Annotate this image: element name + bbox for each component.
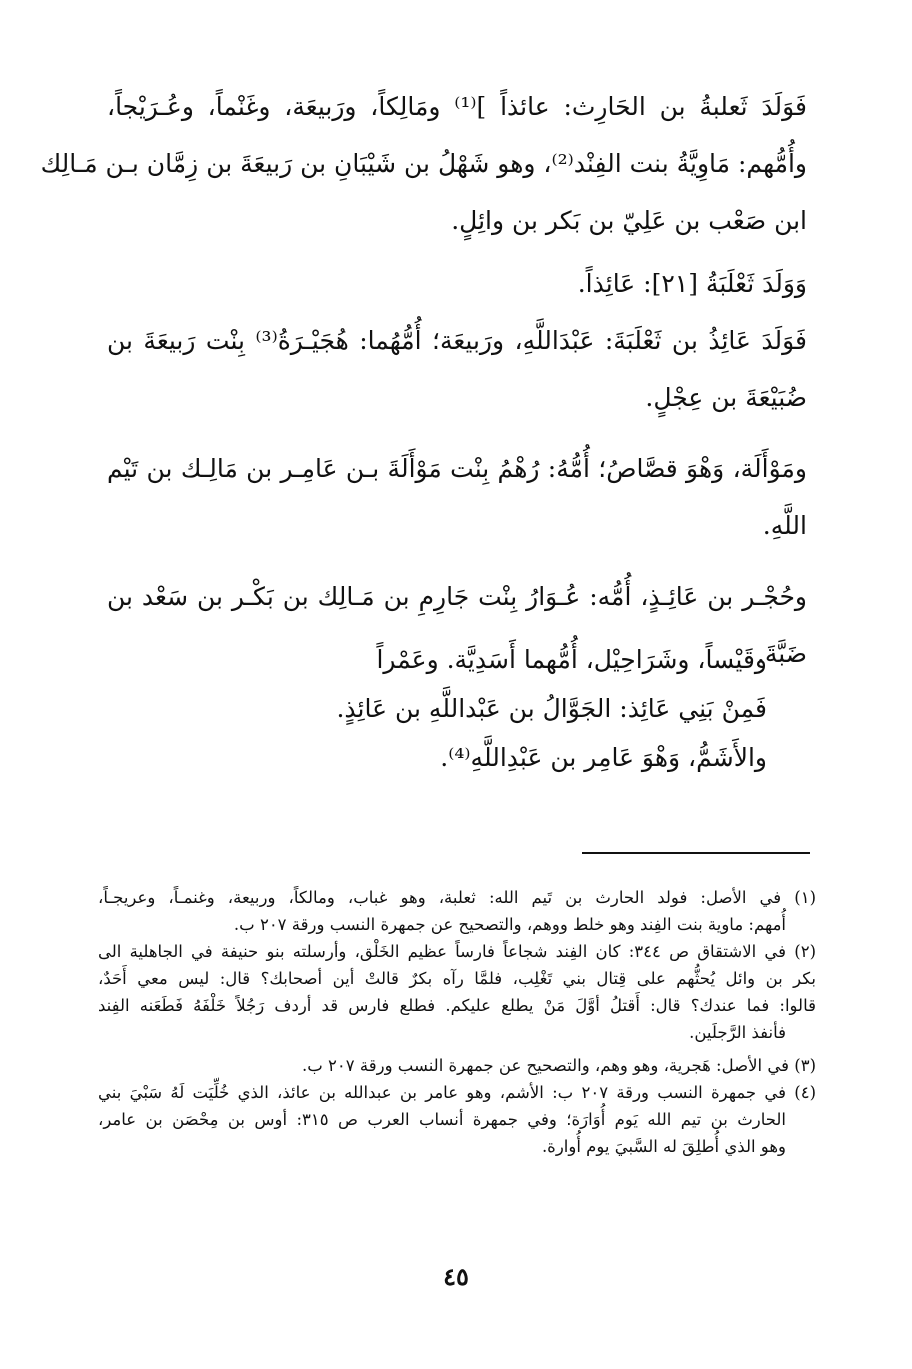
main-line: فَوَلَدَ ثَعلبةُ بن الحَارِث: عائذاً ]⁽¹⁾ ومَالِكاً، ورَبيعَة، وغَنْماً، وعُـرَيْجاً، [107,92,807,121]
footnote-3 [98,1052,816,1079]
poem-block [327,635,767,782]
footnote-line: (٤) في جمهرة النسب ورقة ٢٠٧ ب: الأشم، وهو عامر بن عبدالله بن عائذ، الذي خُلِّيَت لَهُ سَبْيَ بني [98,1083,817,1102]
footnote-2 [98,938,816,1046]
footnote-line: الحارث بن تيم الله يَوم أُوَارَة؛ وفي جمهرة أنساب العرب ص ٣١٥: أوس بن مِحْصَن بن عامر، [98,1110,786,1129]
main-line: ضُبَيْعَةَ بن عِجْلٍ. [645,383,807,412]
main-line: ضَبَّةَ. [756,639,807,668]
poem-line: وقَيْساً، وشَرَاحِيْل، أُمُّهما أَسَدِيَّة. وعَمْراً [376,645,767,674]
footnote-line: قالوا: فما عندك؟ قال: أَقتلُ أوَّلَ مَنْ يطلع عليكم. فطلع فارس قد أردف رَجُلاً خَلْفَهُ فَطَعَنه الفِند [98,996,816,1015]
main-line: وَوَلَدَ ثَعْلَبَةُ [٢١]: عَائِذاً. [577,269,807,298]
main-line: ومَوْأَلَة، وَهْوَ قصَّاصُ؛ أُمُّهُ: رُهْمُ بِنْت مَوْأَلَةَ بـن عَامِـر بن مَالِـك بن تَيْم [107,454,807,483]
poem-line: فَمِنْ بَنِي عَائِذ: الجَوَّالُ بن عَبْداللَّهِ بن عَائِذٍ. [336,694,767,723]
footnote-separator [582,852,810,854]
footnote-4 [98,1079,816,1160]
main-line: اللَّهِ. [762,511,807,540]
footnote-line: (٣) في الأصل: هَجرية، وهو وهم، والتصحيح عن جمهرة النسب ورقة ٢٠٧ ب. [302,1056,816,1075]
main-line: وأُمُّهم: مَاوِيَّةُ بنت الفِنْد⁽²⁾، وهو شَهْلُ بن شَيْبَانِ بن رَبيعَةَ بن زِمَّان بـن مَـالِك [40,149,807,178]
footnote-line: فأنفذ الرَّجلَين. [689,1023,786,1042]
poem-line: والأَشَمُّ، وَهْوَ عَامِر بن عَبْدِاللَّهِ⁽⁴⁾. [440,743,767,772]
footnote-line: بكر بن وائل يُحثُّهم على قِتال بني تَغْلِب، فلمَّا رآه بكرٌ قالتْ أين أصحابك؟ قال: ليس معي أَحَدٌ، [98,969,816,988]
footnotes-block [98,884,816,1160]
footnote-line: وهو الذي أُطلِقَ له السَّبيَ يوم أُوارة. [541,1137,786,1156]
footnote-line: (٢) في الاشتقاق ص ٣٤٤: كان الفِند شجاعاً فارساً عظيم الخَلْق، وأرسلته بنو حنيفة في الجاهلية الى [98,942,816,961]
main-text-block [40,78,808,682]
main-line: وحُجْـر بن عَائِـذٍ، أُمُّه: عُـوَارُ بِنْت جَارِمِ بن مَـالِك بن بَكْـر بن سَعْد بن [107,582,807,611]
main-line: فَوَلَدَ عَائِذُ بن ثَعْلَبَةَ: عَبْدَاللَّهِ، ورَبيعَة؛ أُمُّهُما: هُجَيْـرَةُ⁽³⁾ بِنْت رَبيعَةَ بن [107,326,808,355]
page-number: ٤٥ [443,1262,469,1291]
main-line: ابن صَعْب بن عَلِيّ بن بَكر بن وائِلٍ. [451,206,807,235]
footnote-line: (١) في الأصل: فولد الحارث بن تَيم الله: ثعلبة، وهو غباب، ومالكاً، وربيعة، وغنمـاً، وعريجـاً، [98,888,816,907]
footnote-1 [98,884,816,938]
footnote-line: أُمهم: ماوية بنت الفِند وهو خلط ووهم، والتصحيح عن جمهرة النسب ورقة ٢٠٧ ب. [233,915,786,934]
